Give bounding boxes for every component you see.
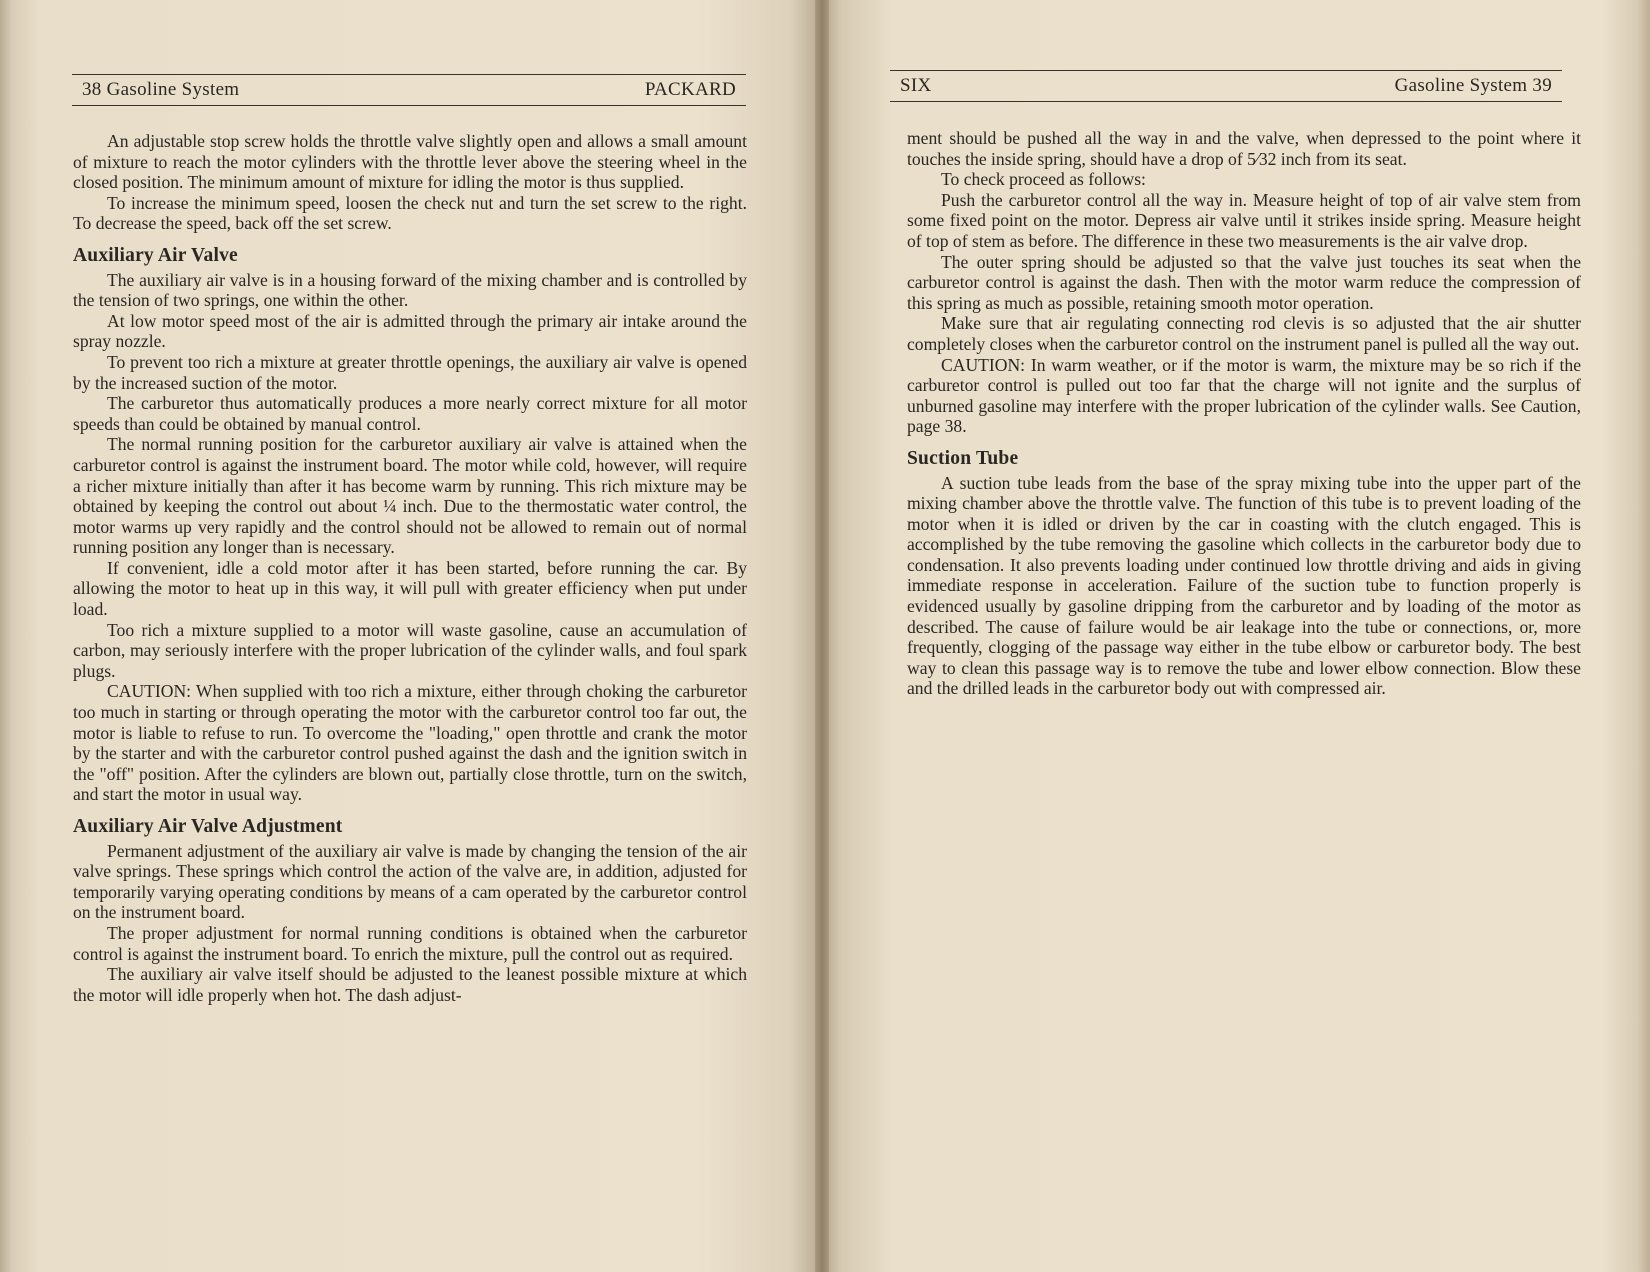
paragraph: To prevent too rich a mixture at greater throttle openings, the auxiliary air valve is opened by the increased suction of the motor. (73, 351, 747, 393)
paragraph: A suction tube leads from the base of the spray mixing tube into the upper part of the mixing chamber above the throttle valve. The function of this tube is to prevent loading of the motor when it is idled or driven by the car in coasting with the clutch engaged. This is accomplished by the tube removing the gasoline which collects in the carburetor body due to condensation. It also prevents loading under continued low throttle driving and aids in giving immediate response in acceleration. Failure of the suction tube to function properly is evidenced usually by gasoline dripping from the carburetor and by loading of the motor as described. The cause of failure would be air leakage into the tube or connections, or, more frequently, clogging of the passage way either in the tube elbow or carburetor body. The best way to clean this passage way is to remove the tube and lower elbow connection. Blow these and the drilled leads in the carburetor body out with compressed air. (907, 472, 1581, 699)
right-page-body (907, 128, 1581, 699)
left-page-header (72, 74, 746, 106)
left-page-body (73, 131, 747, 1005)
paragraph: The proper adjustment for normal running conditions is obtained when the carburetor control is against the instrument board. To enrich the mixture, pull the control out as required. (73, 922, 747, 964)
paragraph: The auxiliary air valve itself should be adjusted to the leanest possible mixture at which the motor will idle properly when hot. The dash adjust- (73, 964, 747, 1005)
paragraph: At low motor speed most of the air is admitted through the primary air intake around the spray nozzle. (73, 310, 747, 352)
section-heading: Suction Tube (907, 447, 1019, 469)
section-heading: Auxiliary Air Valve Adjustment (73, 816, 343, 837)
paragraph: Too rich a mixture supplied to a motor will waste gasoline, cause an accumulation of carbon, may seriously interfere with the proper lubrication of the cylinder walls, and foul spark plugs. (73, 619, 747, 681)
paragraph: The auxiliary air valve is in a housing forward of the mixing chamber and is controlled by the tension of two springs, one within the other. (73, 269, 747, 311)
left-header-brand: PACKARD (644, 79, 736, 100)
paragraph: If convenient, idle a cold motor after it has been started, before running the car. By allowing the motor to heat up in this way, it will pull with greater efficiency when put under load. (73, 557, 747, 620)
right-header-page-title: Gasoline System 39 (1394, 75, 1552, 96)
left-header-page-title: 38 Gasoline System (82, 79, 240, 100)
paragraph: An adjustable stop screw holds the throttle valve slightly open and allows a small amount of mixture to reach the motor cylinders with the throttle lever above the steering wheel in the closed position. The minimum amount of mixture for idling the motor is thus supplied. (73, 131, 747, 193)
paragraph: The carburetor thus automatically produces a more nearly correct mixture for all motor speeds than could be obtained by manual control. (73, 393, 747, 434)
section-heading: Auxiliary Air Valve (73, 244, 238, 266)
paragraph: The outer spring should be adjusted so that the valve just touches its seat when the carburetor control is against the dash. Then with the motor warm reduce the compression of this spring as much as possible, retaining smooth motor operation. (907, 251, 1581, 313)
paragraph: Permanent adjustment of the auxiliary air valve is made by changing the tension of the air valve springs. These springs which control the action of the valve are, in addition, adjusted for temporarily varying operating conditions by means of a cam operated by the carburetor control on the instrument board. (73, 840, 747, 923)
paragraph: Push the carburetor control all the way in. Measure height of top of air valve stem from some fixed point on the motor. Depress air valve until it strikes inside spring. Measure height of top of stem as before. The difference in these two measurements is the air valve drop. (907, 189, 1581, 251)
book-gutter (815, 0, 829, 1272)
paragraph: CAUTION: When supplied with too rich a mixture, either through choking the carburetor too much in starting or through operating the motor with the carburetor control too far out, the motor is liable to refuse to run. To overcome the "loading," open throttle and crank the motor by the starter and with the carburetor control pushed against the dash and the ignition switch in the "off" position. After the cylinders are blown out, partially close throttle, turn on the switch, and start the motor in usual way. (73, 681, 747, 805)
paragraph: CAUTION: In warm weather, or if the motor is warm, the mixture may be so rich if the carburetor control is pulled out too far that the charge will not ignite and the surplus of unburned gasoline may interfere with the proper lubrication of the cylinder walls. See Caution, page 38. (907, 354, 1581, 437)
paragraph: The normal running position for the carburetor auxiliary air valve is attained when the carburetor control is against the instrument board. The motor while cold, however, will require a richer mixture initially than after it has become warm by running. This rich mixture may be obtained by keeping the control out about ¼ inch. Due to the thermostatic water control, the motor warms up very rapidly and the control should not be allowed to remain out of normal running position any longer than is necessary. (73, 434, 747, 558)
right-page (822, 0, 1650, 1272)
paragraph: Make sure that air regulating connecting rod clevis is so adjusted that the air shutter completely closes when the carburetor control on the instrument panel is pulled all the way out. (907, 313, 1581, 354)
paragraph: To increase the minimum speed, loosen the check nut and turn the set screw to the right. To decrease the speed, back off the set screw. (73, 192, 747, 234)
paragraph: To check proceed as follows: (941, 169, 1146, 190)
left-page (0, 0, 822, 1272)
right-header-model: SIX (900, 75, 932, 96)
right-page-header (890, 70, 1562, 102)
paragraph: ment should be pushed all the way in and the valve, when depressed to the point where it touches the inside spring, should have a drop of 5⁄32 inch from its seat. (907, 128, 1581, 169)
